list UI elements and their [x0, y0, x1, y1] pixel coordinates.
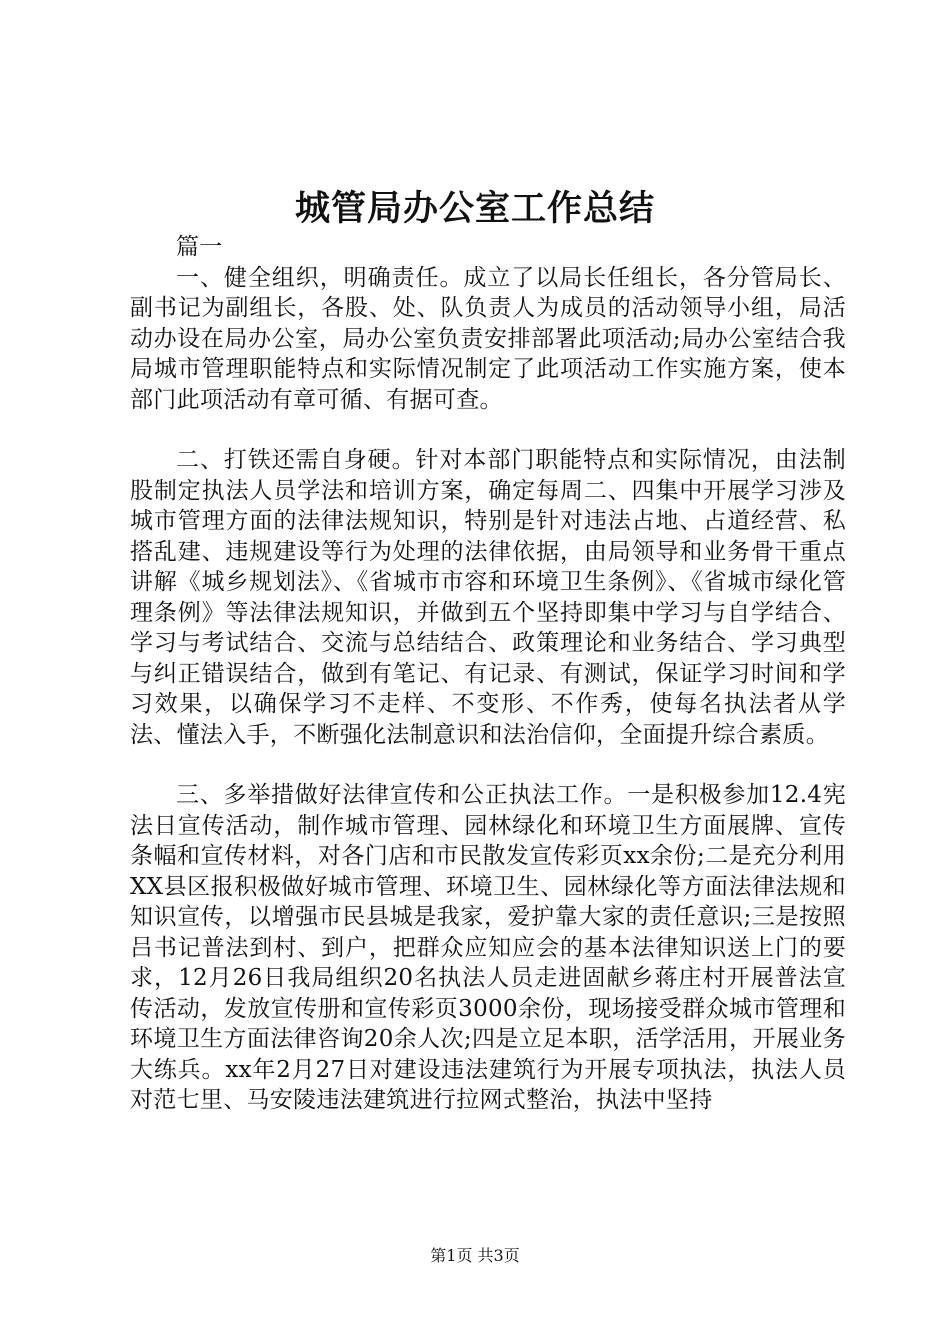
section-label: 篇一 — [176, 234, 223, 260]
page-indicator: 第1页 共3页 — [430, 1246, 520, 1265]
paragraph-1: 一、健全组织，明确责任。成立了以局长任组长，各分管局长、副书记为副组长，各股、处、队负责人为成员的活动领导小组，局活动办设在局办公室，局办公室负责安排部署此项活动;局办公室结合我局城市管理职能特点和实际情况制定了此项活动工作实施方案，使本部门此项活动有章可循、有据可查。 — [130, 264, 846, 413]
paragraph-2: 二、打铁还需自身硬。针对本部门职能特点和实际情况，由法制股制定执法人员学法和培训方案，确定每周二、四集中开展学习涉及城市管理方面的法律法规知识，特别是针对违法占地、占道经营、私搭乱建、违规建设等行为处理的法律依据，由局领导和业务骨干重点讲解《城乡规划法》、《省城市市容和环境卫生条例》、《省城市绿化管理条例》等法律法规知识，并做到五个坚持即集中学习与自学结合、学习与考试结合、交流与总结结合、政策理论和业务结合、学习典型与纠正错误结合，做到有笔记、有记录、有测试，保证学习时间和学习效果，以确保学习不走样、不变形、不作秀，使每名执法者从学法、懂法入手，不断强化法制意识和法治信仰，全面提升综合素质。 — [130, 447, 846, 748]
paragraph-3: 三、多举措做好法律宣传和公正执法工作。一是积极参加12.4宪法日宣传活动，制作城市管理、园林绿化和环境卫生方面展牌、宣传条幅和宣传材料，对各门店和市民散发宣传彩页xx余份;二是充分利用XX县区报积极做好城市管理、环境卫生、园林绿化等方面法律法规和知识宣传，以增强市民县城是我家，爱护靠大家的责任意识;三是按照吕书记普法到村、到户，把群众应知应会的基本法律知识送上门的要求，12月26日我局组织20名执法人员走进固献乡蒋庄村开展普法宣传活动，发放宣传册和宣传彩页3000余份，现场接受群众城市管理和环境卫生方面法律咨询20余人次;四是立足本职，活学活用，开展业务大练兵。xx年2月27日对建设违法建筑行为开展专项执法，执法人员对范七里、马安陵违法建筑进行拉网式整治，执法中坚持 — [130, 782, 846, 1113]
document-body — [130, 232, 846, 1116]
document-title: 城管局办公室工作总结 — [294, 188, 655, 229]
